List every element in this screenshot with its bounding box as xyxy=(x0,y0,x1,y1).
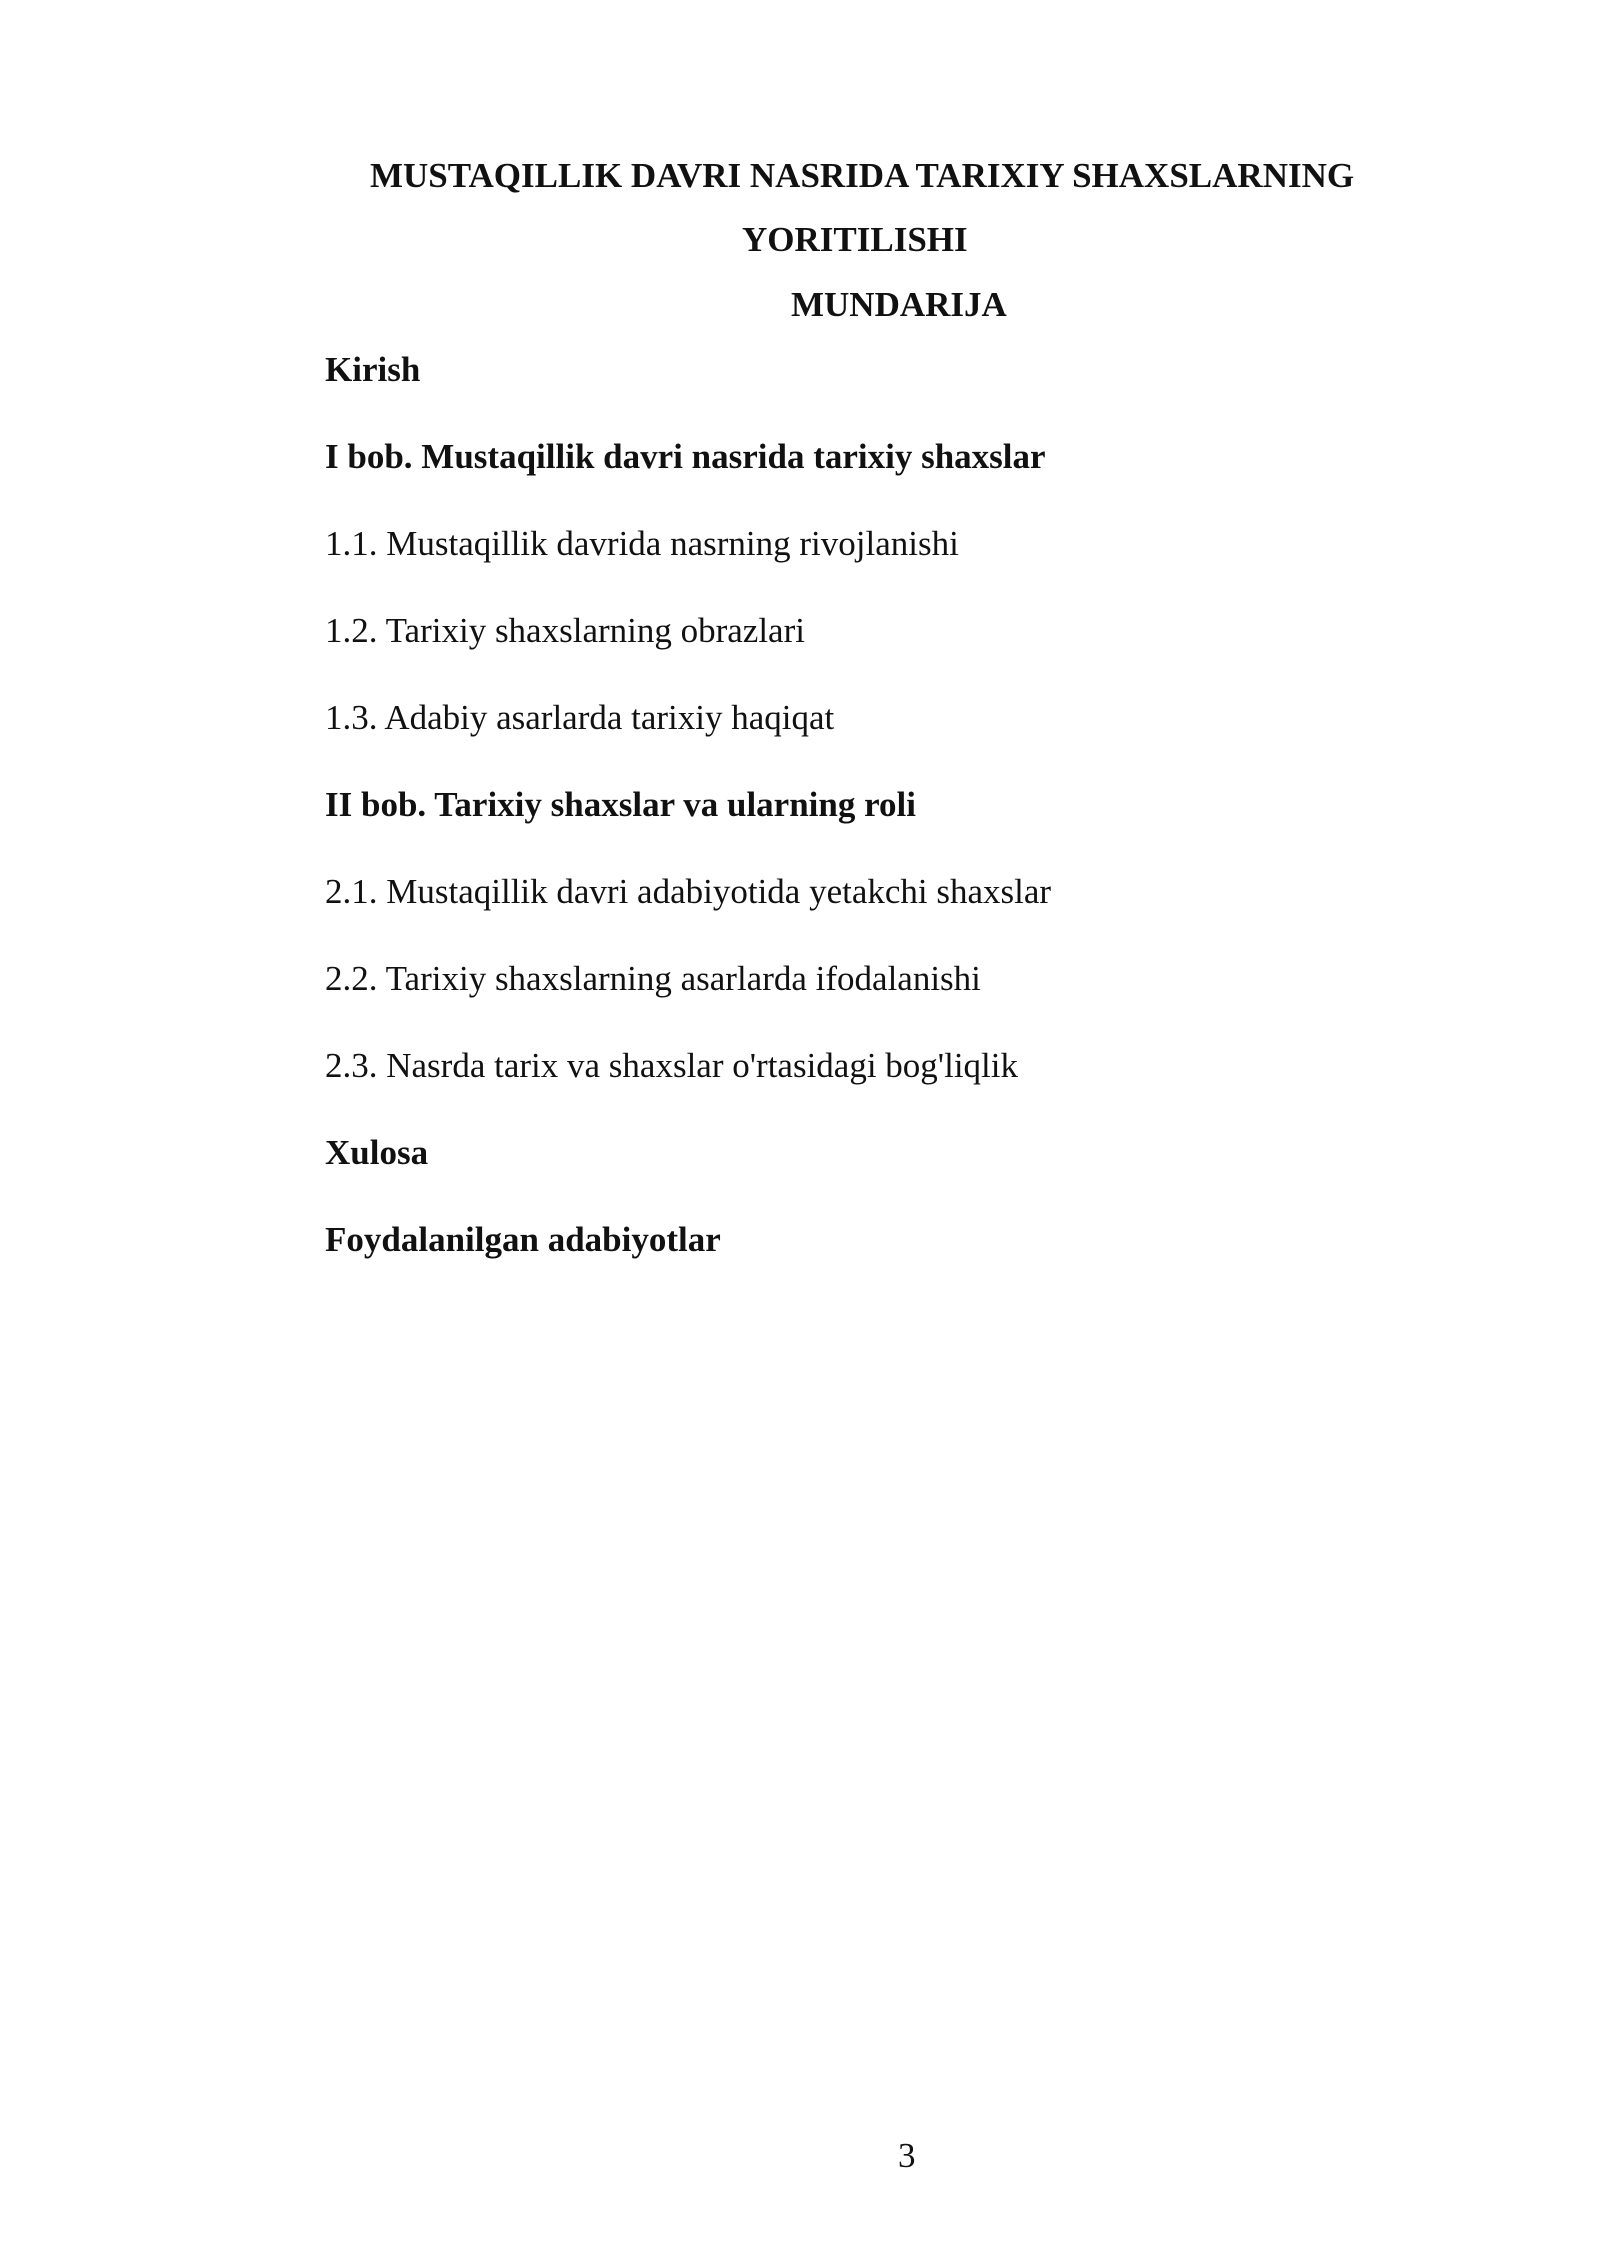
toc-entry-xulosa: Xulosa xyxy=(325,1133,429,1172)
toc-entry-2-3: 2.3. Nasrda tarix va shaxslar o'rtasidagi bog'liqlik xyxy=(325,1046,1019,1085)
toc-entry-1-3: 1.3. Adabiy asarlarda tarixiy haqiqat xyxy=(325,698,835,737)
toc-entry-1-2: 1.2. Tarixiy shaxslarning obrazlari xyxy=(325,611,805,650)
toc-entry-1-1: 1.1. Mustaqillik davrida nasrning rivojlanishi xyxy=(325,524,959,563)
document-title-line-2: YORITILISHI xyxy=(742,220,968,259)
toc-entry-kirish: Kirish xyxy=(325,350,421,389)
document-title-line-1: MUSTAQILLIK DAVRI NASRIDA TARIXIY SHAXSLARNING xyxy=(370,156,1355,195)
toc-entry-references: Foydalanilgan adabiyotlar xyxy=(325,1220,721,1259)
toc-entry-chapter-2: II bob. Tarixiy shaxslar va ularning roli xyxy=(325,785,916,824)
table-of-contents-heading: MUNDARIJA xyxy=(791,285,1007,324)
table-of-contents xyxy=(325,352,1051,1309)
toc-entry-2-2: 2.2. Tarixiy shaxslarning asarlarda ifodalanishi xyxy=(325,959,981,998)
page-number: 3 xyxy=(898,2136,916,2175)
toc-entry-2-1: 2.1. Mustaqillik davri adabiyotida yetakchi shaxslar xyxy=(325,872,1052,911)
toc-entry-chapter-1: I bob. Mustaqillik davri nasrida tarixiy shaxslar xyxy=(325,437,1046,476)
